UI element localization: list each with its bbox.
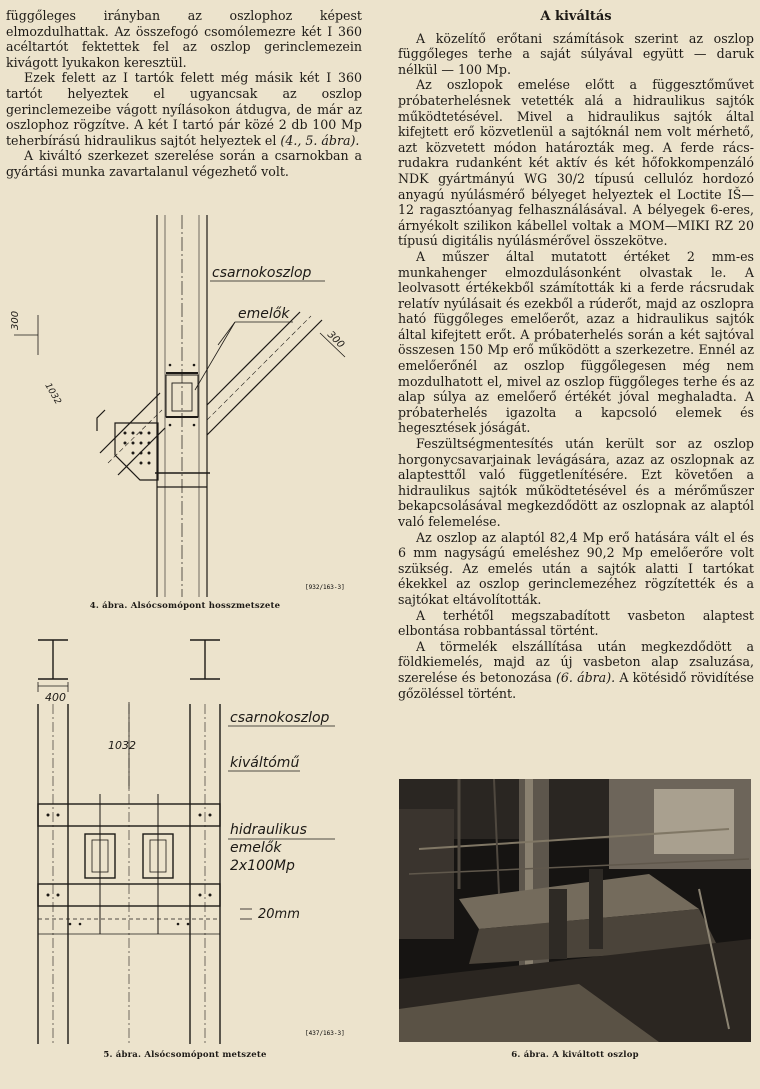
right-paragraph-6: A terhétől megszabadított vasbeton alaptest elbontása robbantással történt. [398, 607, 754, 639]
figure-5-caption: 5. ábra. Alsócsomópont metszete [103, 1050, 267, 1060]
right-paragraph-3: A műszer által mutatott értéket 2 mm-es munkahenger elmozdulásonként olvastak le. A leolvasott értékekből számították ki a ferde rácsrudak relatív nyúlásait és ezekből a rúderőt, majd az oszlopra ható függőleges emelőerőt, azaz a hidraulikus sajtók által kifejtett erőt. A próbaterhelés során a két sajtóval összesen 150 Mp erő működött a szerkezetre. Ennél az emelőerőnél az oszlop függőlegesen még nem mozdulhatott el, mivel az oszlop függőleges terhe és az alap súlya az emelőerő értékét jóval meghaladta. A próbaterhelés igazolta a kapcsoló elemek és hegesztések jóságát. [398, 248, 754, 436]
fig5-dim-1032: 1032 [108, 739, 136, 752]
fig5-label-frame: kiváltómű [230, 755, 300, 771]
left-paragraph-2 [6, 70, 362, 148]
fig5-dim-400: 400 [45, 691, 66, 704]
figure-4-drawing [0, 205, 370, 605]
fig5-label-gap: 20mm [258, 907, 300, 922]
figure-6-photo-drawing [399, 779, 751, 1042]
fig4-dim-300-b: 300 [324, 329, 347, 351]
right-figure-reference: (6. ábra). [555, 669, 616, 685]
figure-5 [0, 634, 370, 1074]
left-paragraph-1: függőleges irányban az oszlophoz képest elmozdulhattak. Az összefogó csomólemezre két I 360 acéltartót fektettek fel az oszlop gerinclemezein kivágott lyukakon keresztül. [6, 8, 362, 70]
fig4-dim-side: 1032 [42, 381, 63, 407]
figure-5-drawing [0, 634, 370, 1054]
figure-6-photo [399, 779, 751, 1042]
right-paragraph-7-tail: A kötésidő rövidítése gőzöléssel történt. [398, 669, 754, 701]
figure-4 [0, 205, 370, 615]
fig5-stamp: [437/163-3] [305, 1030, 345, 1037]
right-paragraph-7-text: A törmelék elszállítása után megkezdődött a földkiemelés, majd az új vasbeton alap zsaluzása, szerelése és betonozása [398, 638, 754, 685]
right-paragraph-5: Az oszlop az alaptól 82,4 Mp erő hatására vált el és 6 mm nagyságú emeléshez 90,2 Mp emelőerőre volt szükség. Az emelés után a sajtók alatti I tartókat ékekkel az oszlop gerinclemezéhez rögzítették és a sajtókat eltávolították. [398, 529, 754, 607]
section-title: A kiváltás [540, 9, 612, 24]
right-paragraph-2: Az oszlopok emelése előtt a függesztőművet próbaterhelésnek vetették alá a hidraulikus sajtók működtetésével. Mivel a hidraulikus sajtók által kifejtett erő közvetlenül a sajtóknál nem volt mérhető, azt közvetett módon határozták meg. A ferde rács-rudakra rudanként két aktív és két hőfokkompenzáló NDK gyártmányú WG 30/2 típusú cellulóz hordozó anyagú nyúlásmérő bélyeget helyeztek el Loctite IŠ—12 ragasztóanyag felhasználásával. A bélyegek 6-eres, árnyékolt szilikon kábellel voltak a MOM—MIKI RZ 20 típusú digitális nyúlásmérővel összekötve. [398, 77, 754, 249]
right-paragraph-1: A közelítő erőtani számítások szerint az oszlop függőleges terhe a saját súlyával együtt — daruk nélkül — 100 Mp. [398, 30, 754, 77]
fig5-label-jacks-3: 2x100Mp [230, 858, 295, 874]
right-paragraph-7 [398, 639, 754, 701]
fig4-dim-300-a: 300 [10, 310, 21, 330]
figure-4-caption: 4. ábra. Alsócsomópont hosszmetszete [89, 601, 281, 611]
left-paragraph-2-text: Ezek felett az I tartók felett még másik két I 360 tartót helyeztek el ugyancsak az oszlop gerinclemezeibe vágott nyílásokon átdugva, de már az oszlophoz rögzítve. A két I tartó pár közé 2 db 100 Mp teherbírású hidraulikus sajtót helyeztek el [6, 70, 362, 148]
fig5-label-jacks-2: emelők [230, 840, 282, 856]
fig4-label-jacks: emelők [238, 306, 290, 322]
left-figure-reference: (4., 5. ábra). [280, 132, 360, 148]
fig4-stamp: [932/163-3] [305, 584, 345, 591]
figure-6-caption: 6. ábra. A kiváltott oszlop [511, 1050, 639, 1060]
fig5-label-column: csarnokoszlop [230, 710, 330, 726]
fig4-label-column: csarnokoszlop [212, 265, 312, 281]
right-column-text [398, 8, 754, 701]
left-paragraph-3: A kiváltó szerkezet szerelése során a csarnokban a gyártási munka zavartalanul végezhető volt. [6, 148, 362, 179]
fig5-label-jacks-1: hidraulikus [230, 822, 307, 838]
right-paragraph-4: Feszültségmentesítés után került sor az oszlop horgonycsavarjainak levágására, azaz az oszlopnak az alaptesttől való függetlenítésére. Ezt követően a hidraulikus sajtók működtetésével és a mérőműszer bekapcsolásával megkezdődött az oszlopnak az alaptól való felemelése. [398, 436, 754, 529]
left-column-text [6, 8, 362, 180]
